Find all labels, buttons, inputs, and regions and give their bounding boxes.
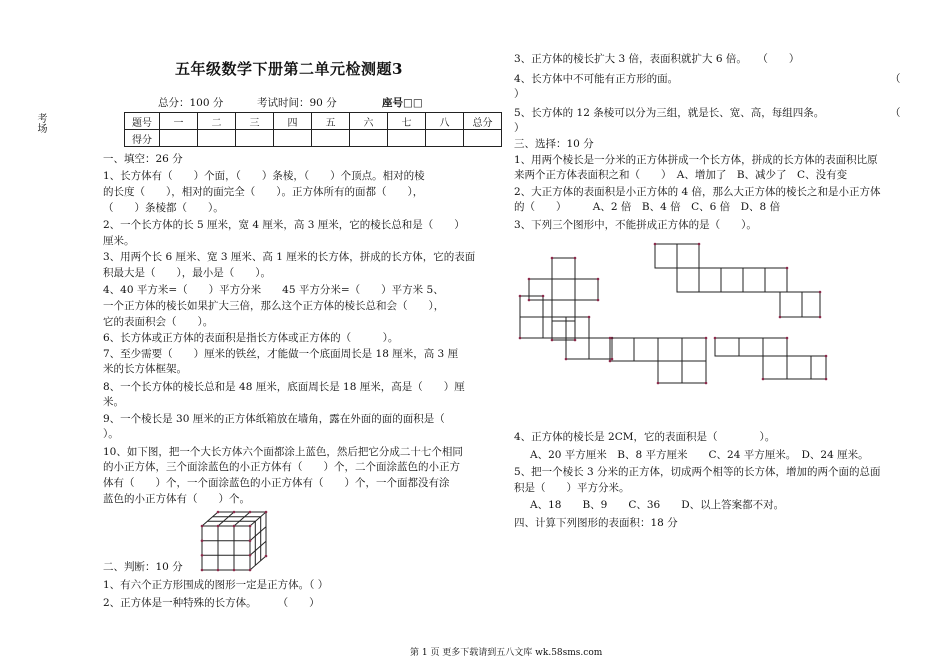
question-line: 米。: [103, 396, 124, 408]
table-cell: 得分: [125, 130, 160, 147]
net-d: [654, 243, 822, 319]
question-line: 5、长方体的 12 条棱可以分为三组，就是长、宽、高，每组四条。: [514, 107, 825, 119]
cube-front-grid: [202, 526, 250, 570]
score-cell[interactable]: [236, 130, 274, 147]
question-line: 的小正方体，三个面涂蓝色的小正方体有（ ）个，二个面涂蓝色的小正方: [103, 461, 460, 473]
score-cell[interactable]: [198, 130, 236, 147]
question-line: 3、用两个长 6 厘米、宽 3 厘米、高 1 厘米的长方体，拼成的长方体，它的表面: [103, 251, 476, 263]
question-line: （ ）条棱都（ ）。: [103, 202, 224, 214]
score-cell[interactable]: [464, 130, 502, 147]
section-heading: 三、选择：10 分: [514, 138, 594, 150]
question-line: 4、40 平方米=（ ）平方分米 45 平方分米=（ ）平方米 5、: [103, 284, 444, 296]
question-line: 6、长方体或正方体的表面积是指长方体或正方体的（ ）。: [103, 332, 399, 344]
score-cell[interactable]: [274, 130, 312, 147]
score-cell[interactable]: [350, 130, 388, 147]
question-line: 积是（ ）平方分米。: [514, 482, 630, 494]
score-cell[interactable]: [160, 130, 198, 147]
question-line: 一个正方体的棱长如果扩大三倍，那么这个正方体的棱长总和会（ ），: [103, 300, 445, 312]
score-table-header-row: [125, 113, 502, 130]
question-line: 体有（ ）个，一个面涂蓝色的小正方体有（ ）个，一个面都没有涂: [103, 477, 450, 489]
question-line: 2、一个长方体的长 5 厘米，宽 4 厘米，高 3 厘米，它的棱长总和是（ ）: [103, 219, 465, 231]
table-cell: 一: [160, 113, 198, 130]
table-cell: 题号: [125, 113, 160, 130]
cube-top-face: [202, 512, 266, 526]
question-line: 9、一个棱长是 30 厘米的正方体纸箱放在墙角，露在外面的面的面积是（: [103, 413, 445, 425]
score-cell[interactable]: [426, 130, 464, 147]
exam-time: 考试时间：90 分: [257, 97, 337, 109]
question-line: 1、长方体有（ ）个面，（ ）条棱，（ ）个顶点。相对的棱: [103, 170, 425, 182]
question-line: 的（ ） A、2 倍 B、4 倍 C、6 倍 D、8 倍: [514, 201, 781, 213]
net-b: [519, 295, 614, 361]
table-cell: 七: [388, 113, 426, 130]
page-title: 五年级数学下册第二单元检测题3: [175, 60, 403, 78]
question-line: 7、至少需要（ ）厘米的铁丝，才能做一个底面周长是 18 厘米，高 3 厘: [103, 348, 459, 360]
question-line: 2、正方体是一种特殊的长方体。 （ ）: [103, 597, 320, 609]
answer-options: A、18 B、9 C、36 D、以上答案都不对。: [530, 499, 785, 511]
table-cell: 二: [198, 113, 236, 130]
question-line: 米的长方体框架。: [103, 363, 187, 375]
question-line: 积最大是（ ），最小是（ ）。: [103, 267, 271, 279]
question-line: ）。: [103, 428, 119, 440]
question-line: 10、如下图，把一个大长方体六个面都涂上蓝色，然后把它分成二十七个相同: [103, 446, 463, 458]
cube-figure: [198, 510, 278, 570]
section-heading: 一、填空：26 分: [103, 153, 183, 165]
answer-paren: ）: [514, 88, 525, 100]
cube-nets-figure: [520, 238, 830, 423]
answer-paren: （: [890, 107, 901, 119]
question-line: 5、把一个棱长 3 分米的正方体，切成两个相等的长方体，增加的两个面的总面: [514, 466, 881, 478]
total-score: 总分：100 分: [158, 97, 224, 109]
page-footer: 第 1 页 更多下载请到五八文库 wk.58sms.com: [410, 648, 603, 658]
table-cell: 八: [426, 113, 464, 130]
question-line: 它的表面积会（ ）。: [103, 316, 214, 328]
section-heading: 四、计算下列图形的表面积：18 分: [514, 517, 678, 529]
answer-paren: （: [890, 73, 901, 85]
table-cell: 四: [274, 113, 312, 130]
question-line: 8、一个长方体的棱长总和是 48 厘米，底面周长是 18 厘米，高是（ ）厘: [103, 381, 465, 393]
answer-paren: ）: [514, 122, 525, 134]
score-cell[interactable]: [312, 130, 350, 147]
question-line: 4、长方体中不可能有正方形的面。: [514, 73, 679, 85]
question-line: 3、下列三个图形中，不能拼成正方体的是（ ）。: [514, 219, 757, 231]
question-line: 1、有六个正方形围成的图形一定是正方体。（ ）: [103, 579, 329, 591]
net-c: [609, 337, 708, 385]
table-cell: 总分: [464, 113, 502, 130]
question-line: 1、用两个棱长是一分米的正方体拼成一个长方体，拼成的长方体的表面积比原: [514, 154, 878, 166]
table-cell: 三: [236, 113, 274, 130]
cube-side-face: [250, 512, 266, 570]
question-line: 厘米。: [103, 235, 135, 247]
score-table: [124, 112, 502, 147]
seat-number: 座号□□: [382, 97, 423, 109]
question-line: 2、大正方体的表面积是小正方体的 4 倍，那么大正方体的棱长之和是小正方体: [514, 186, 881, 198]
section-heading: 二、判断：10 分: [103, 561, 183, 573]
table-cell: 六: [350, 113, 388, 130]
net-e: [714, 337, 828, 381]
question-line: 蓝色的小正方体有（ ）个。: [103, 493, 250, 505]
question-line: 来两个正方体表面积之和（ ） A、增加了 B、减少了 C、没有变: [514, 169, 848, 181]
question-line: 3、正方体的棱长扩大 3 倍，表面积就扩大 6 倍。 （ ）: [514, 53, 800, 65]
score-table-score-row: [125, 130, 502, 147]
side-label: 考场: [35, 113, 46, 133]
answer-options: A、20 平方厘米 B、8 平方厘米 C、24 平方厘米。 D、24 厘米。: [530, 449, 869, 461]
question-line: 的长度（ ），相对的面完全（ ）。正方体所有的面都（ ），: [103, 186, 424, 198]
table-cell: 五: [312, 113, 350, 130]
question-line: 4、正方体的棱长是 2CM，它的表面积是（ ）。: [514, 431, 776, 443]
score-cell[interactable]: [388, 130, 426, 147]
